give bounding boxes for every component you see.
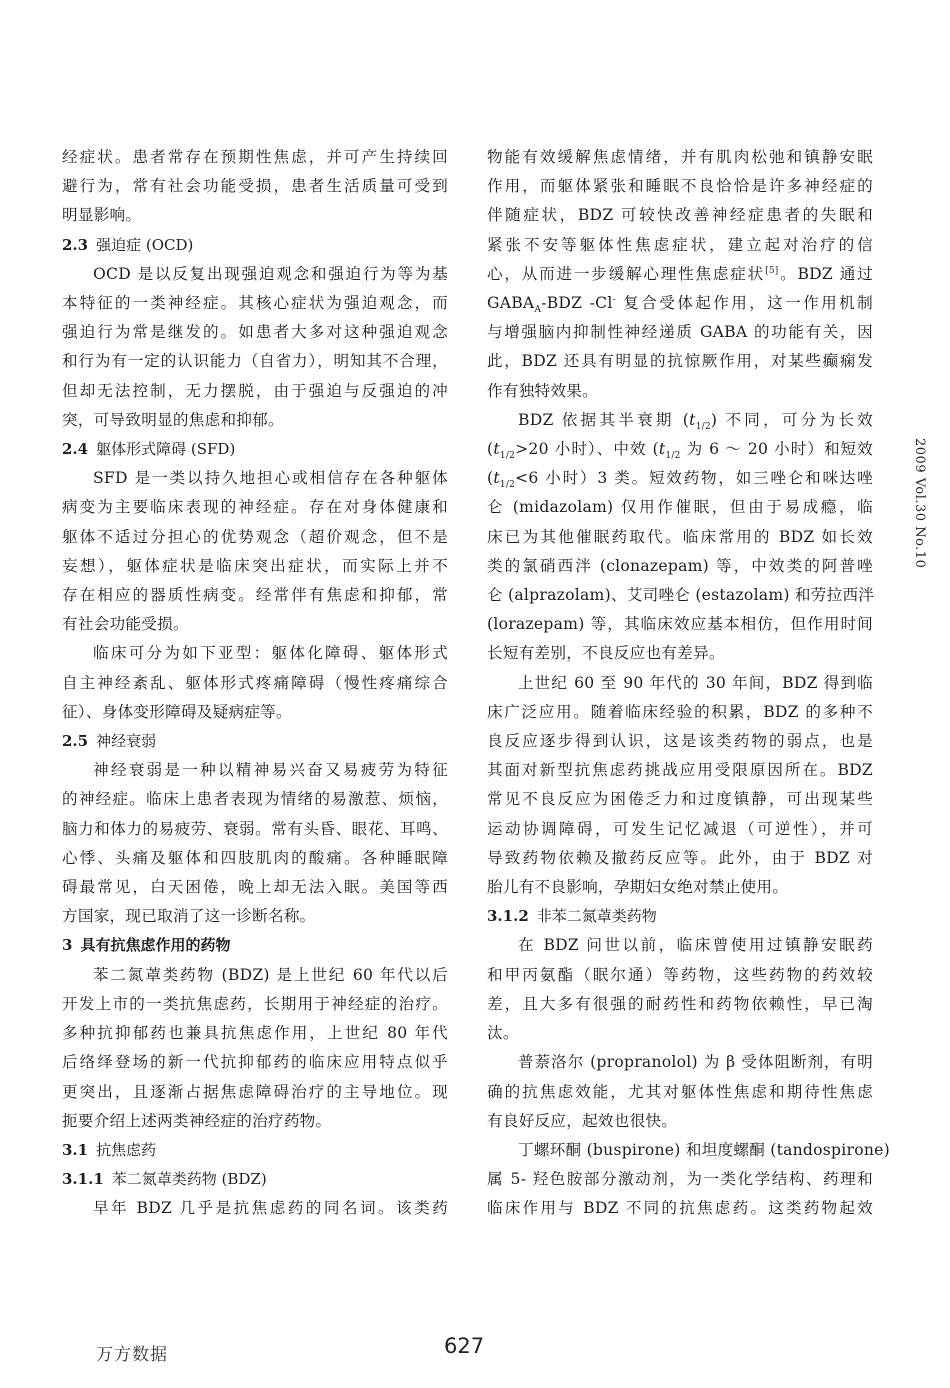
body-line: 胎儿有不良影响，孕期妇女绝对禁止使用。 [487,878,789,897]
subscript: 1/2 [499,480,516,491]
line-text: ( [487,440,494,459]
body-line: 心悸、头痛及躯体和四肢肌肉的酸痛。各种睡眠障 [62,848,448,867]
body-line: 汰。 [487,1024,519,1043]
subscript: 1/2 [665,451,681,462]
body-line: 普萘洛尔 (propranolol) 为 β 受体阻断剂，有明 [518,1053,873,1072]
body-line: 丁螺环酮 (buspirone) 和坦度螺酮 (tandospirone) [518,1140,890,1159]
section-title: 苯二氮䓬类药物 (BDZ) [111,1170,267,1189]
section-heading-3-1 [62,1136,448,1165]
body-line: 后络绎登场的新一代抗抑郁药的临床应用特点似乎 [62,1053,448,1072]
body-line: 作有独特效果。 [487,381,598,400]
subscript: 1/2 [695,421,711,432]
section-number: 3.1.2 [487,907,529,926]
body-line: 开发上市的一类抗焦虑药，长期用于神经症的治疗。 [62,994,448,1013]
superscript: - [612,294,616,305]
line-text: 心，从而进一步缓解心理性焦虑症状 [487,264,766,283]
body-line: 和甲丙氨酯（眠尔通）等药物，这些药物的药效较 [487,965,873,984]
citation-ref: [5] [765,265,779,276]
section-heading-3-1-2 [487,902,873,931]
section-number: 2.5 [62,732,89,751]
page-number: 627 [444,1334,485,1358]
body-line: 仑 (alprazolam)、艾司唑仑 (estazolam) 和劳拉西泮 [487,586,875,605]
body-line: 常见不良反应为困倦乏力和过度镇静，可出现某些 [487,790,873,809]
body-line: 此，BDZ 还具有明显的抗惊厥作用，对某些癫痫发 [487,352,873,371]
line-text: GABA [487,294,535,313]
body-line: (lorazepam) 等，其临床效应基本相仿，但作用时间 [487,615,873,634]
body-line: 多种抗抑郁药也兼具抗焦虑作用，上世纪 80 年代 [62,1024,448,1043]
body-line: 和行为有一定的认识能力（自省力），明知其不合理， [62,352,448,371]
section-title: 非苯二氮䓬类药物 [536,907,657,926]
section-title: 神经衰弱 [96,732,157,751]
body-line: 伴随症状，BDZ 可较快改善神经症患者的失眠和 [487,206,873,225]
body-line: 妄想），躯体症状是临床突出症状，而实际上并不 [62,556,448,575]
section-number: 2.3 [62,235,89,254]
body-line: 属 5- 羟色胺部分激动剂，为一类化学结构、药理和 [487,1170,873,1189]
section-number: 2.4 [62,440,89,459]
section-title: 躯体形式障碍 (SFD) [96,440,236,459]
italic-t: t [493,469,500,488]
body-line: 神经衰弱是一种以精神易兴奋又易疲劳为特征 [93,761,448,780]
line-text: ) 不同，可分为长效 [710,410,874,429]
section-number: 3.1 [62,1140,89,1159]
body-line: 类的氯硝西泮 (clonazepam) 等，中效类的阿普唑 [487,556,873,575]
line-text: 。BDZ 通过 [778,264,873,283]
body-line: 差，且大多有很强的耐药性和药物依赖性，早已淘 [487,994,873,1013]
body-line: 扼要介绍上述两类神经症的治疗药物。 [62,1111,332,1130]
body-line: 突，可导致明显的焦虑和抑郁。 [62,410,284,429]
section-number: 3.1.1 [62,1170,104,1189]
watermark-text: 万方数据 [96,1345,168,1365]
body-line: 临床可分为如下亚型：躯体化障碍、躯体形式 [93,644,448,663]
section-heading-2-3 [62,231,448,260]
line-text: 复合受体起作用，这一作用机制 [615,294,873,313]
subscript: A [534,305,542,316]
body-line: 上世纪 60 至 90 年代的 30 年间，BDZ 得到临 [518,673,873,692]
body-line: 强迫行为常是继发的。如患者大多对这种强迫观念 [62,323,448,342]
body-line [487,406,873,435]
line-text: 为 6 ～ 20 小时）和短效 [680,440,873,459]
body-line: 与增强脑内抑制性神经递质 GABA 的功能有关，因 [487,323,873,342]
body-line: OCD 是以反复出现强迫观念和强迫行为等为基 [93,264,448,283]
italic-t: t [689,410,696,429]
body-line: 病变为主要临床表现的神经症。存在对身体健康和 [62,498,448,517]
body-line [487,289,873,318]
body-line: 存在相应的器质性病变。经常伴有焦虑和抑郁，常 [62,586,448,605]
body-line: 有社会功能受损。 [62,615,189,634]
body-line: 更突出，且逐渐占据焦虑障碍治疗的主导地位。现 [62,1082,448,1101]
italic-t: t [493,440,500,459]
body-line: 床已为其他催眠药取代。临床常用的 BDZ 如长效 [487,527,873,546]
line-text: BDZ 依据其半衰期 ( [518,410,690,429]
body-line: 确的抗焦虑效能，尤其对躯体性焦虑和期待性焦虑 [487,1082,873,1101]
line-text: ( [487,469,494,488]
body-line: 明显影响。 [62,206,142,225]
journal-volume-label: 2009 Vol.30 No.10 [912,438,927,569]
section-title: 具有抗焦虑作用的药物 [80,936,231,955]
body-line: 方国家，现已取消了这一诊断名称。 [62,907,316,926]
body-line: 良反应逐步得到认识，这是该类药物的弱点，也是 [487,732,873,751]
left-column [62,143,448,1224]
section-heading-3 [62,931,448,960]
body-line: 物能有效缓解焦虑情绪，并有肌肉松弛和镇静安眠 [487,148,873,166]
body-line: 床广泛应用。随着临床经验的积累，BDZ 的多种不 [487,702,873,721]
italic-t: t [658,440,666,459]
body-line: 其面对新型抗焦虑药挑战应用受限原因所在。BDZ [487,761,873,780]
body-line: 早年 BDZ 几乎是抗焦虑药的同名词。该类药 [93,1199,448,1218]
body-line: 长短有差别，不良反应也有差异。 [487,644,725,663]
body-line: SFD 是一类以持久地担心或相信存在各种躯体 [93,469,448,488]
section-heading-2-4 [62,435,448,464]
body-line: 在 BDZ 问世以前，临床曾使用过镇静安眠药 [518,936,873,955]
body-line: 仑 (midazolam) 仅用作催眠，但由于易成瘾，临 [487,498,873,517]
line-text: >20 小时）、中效 ( [515,440,659,459]
body-line: 但却无法控制，无力摆脱，由于强迫与反强迫的冲 [62,381,448,400]
body-line [487,260,873,289]
body-line: 经症状。患者常存在预期性焦虑，并可产生持续回 [62,148,448,166]
body-line: 紧张不安等躯体性焦虑症状，建立起对治疗的信 [487,235,873,254]
line-text: -BDZ -Cl [541,294,613,313]
section-number: 3 [62,936,73,955]
body-line: 作用，而躯体紧张和睡眠不良恰恰是许多神经症的 [487,177,873,196]
body-line: 导致药物依赖及撤药反应等。此外，由于 BDZ 对 [487,848,873,867]
body-line: 躯体不适过分担心的优势观念（超价观念，但不是 [62,527,448,546]
body-line [487,464,873,493]
body-line: 避行为，常有社会功能受损，患者生活质量可受到 [62,177,448,196]
body-line: 临床作用与 BDZ 不同的抗焦虑药。这类药物起效 [487,1199,873,1218]
body-line: 碍最常见，白天困倦，晚上却无法入眠。美国等西 [62,878,448,897]
right-column [487,143,890,1224]
body-line: 脑力和体力的易疲劳、衰弱。常有头昏、眼花、耳鸣、 [62,819,448,838]
body-line: 的神经症。临床上患者表现为情绪的易激惹、烦恼， [62,790,448,809]
body-line [487,435,873,464]
body-line: 有良好反应，起效也很快。 [487,1111,678,1130]
body-line: 征）、身体变形障碍及疑病症等。 [62,702,292,721]
body-line: 运动协调障碍，可发生记忆减退（可逆性），并可 [487,819,873,838]
section-title: 强迫症 (OCD) [96,235,194,254]
section-heading-3-1-1 [62,1165,448,1194]
section-heading-2-5 [62,727,448,756]
subscript: 1/2 [499,451,516,462]
body-line: 自主神经紊乱、躯体形式疼痛障碍（慢性疼痛综合 [62,673,448,692]
body-line: 苯二氮䓬类药物 (BDZ) 是上世纪 60 年代以后 [93,965,448,984]
body-line: 本特征的一类神经症。其核心症状为强迫观念，而 [62,294,448,313]
line-text: <6 小时）3 类。短效药物，如三唑仑和咪达唑 [515,469,873,488]
section-title: 抗焦虑药 [96,1140,157,1159]
